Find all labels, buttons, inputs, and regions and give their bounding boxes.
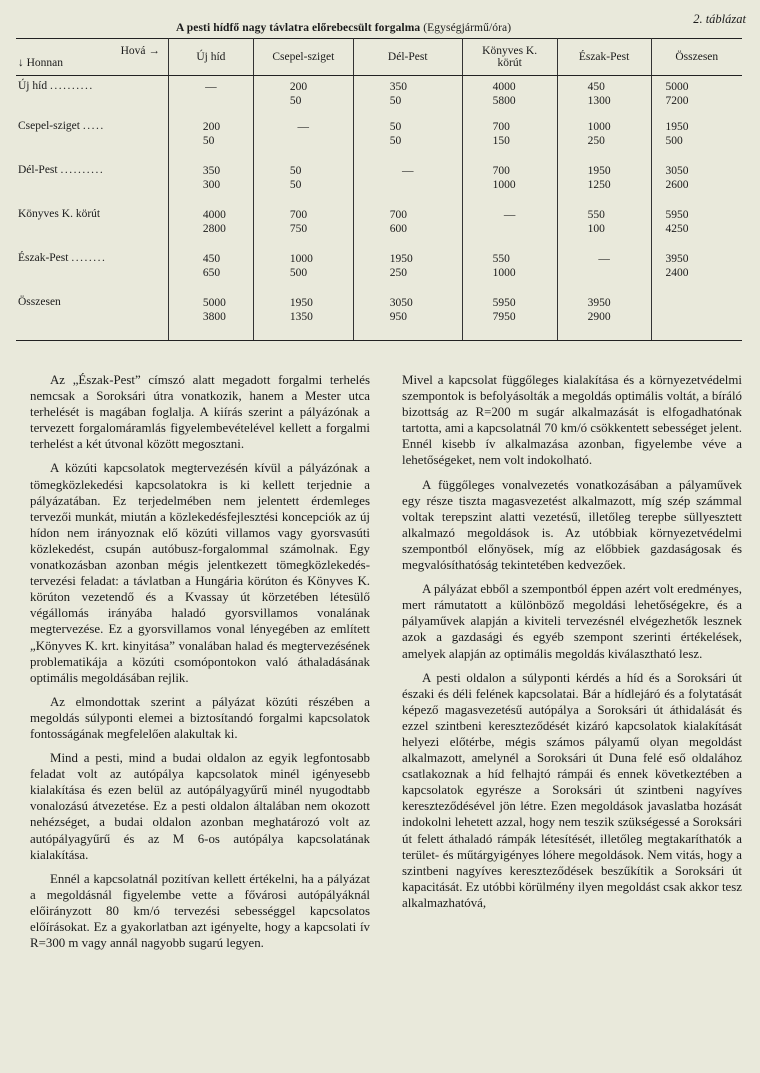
cell-value: 550	[492, 253, 510, 265]
table-cell	[353, 208, 462, 252]
cell-value: 2800	[202, 223, 226, 235]
cell-value: 1950	[665, 121, 689, 133]
table-cell	[462, 208, 557, 252]
cell-value: 350	[202, 165, 221, 177]
cell-value: 450	[202, 253, 221, 265]
cell-value: 4250	[665, 223, 689, 235]
leader-dots: .....	[82, 120, 105, 132]
row-label	[16, 120, 168, 164]
table-cell	[253, 208, 353, 252]
paragraph: A pályázat ebből a szempontból éppen azért volt eredményes, mert rámutatott a különböző megoldási lehetőségekre, és a pályaművek alapján a kiviteli tervezésnél elvégezhetők lesznek azok a gazdasági és egyéb szempont szerinti értékelések, amelyek alapján az optimális megoldás kiválasztható lesz.	[402, 582, 742, 661]
table-row	[16, 120, 742, 164]
table-cell	[651, 76, 742, 121]
column-header: Összesen	[651, 39, 742, 76]
table-cell	[168, 208, 253, 252]
cell-value: 1300	[587, 95, 611, 107]
table-cell	[557, 252, 651, 296]
leader-dots: ..........	[49, 80, 94, 92]
column-header: Észak-Pest	[557, 39, 651, 76]
row-label	[16, 76, 168, 121]
cell-value: 1950	[389, 253, 413, 265]
cell-value: 700	[492, 121, 510, 133]
cell-value: 100	[587, 223, 605, 235]
table-cell	[168, 252, 253, 296]
column-header: Új híd	[168, 39, 253, 76]
paragraph: Ennél a kapcsolatnál pozitívan kellett értékelni, ha a pályázat a megoldásnál figyelembe vette a fővárosi autópályáknál előirányzott 80 km/ó tervezési sebességgel kapcsolatos előírásokat. Ez a gyakorlatban azt igényelte, hogy a kapcsolati ív R=300 m vagy annál nagyobb sugarú legyen.	[30, 871, 370, 951]
table-cell	[651, 164, 742, 208]
cell-value: —	[297, 121, 310, 133]
table-cell	[462, 296, 557, 341]
paragraph: Mind a pesti, mind a budai oldalon az egyik legfontosabb feladat volt az autópálya kapcsolatok minél igényesebb kialakítása és ezen belül az autópályagyűrű minél nyugodtabb vonalozású átvezetése. Ez a pesti oldalon általában nem okozott nehézséget, a budai oldalon azonban meghatározó volt az autópályagyűrű és az M 6-os autópálya kapcsolatának kialakítása.	[30, 751, 370, 862]
row-label-text: Összesen	[18, 296, 61, 308]
table-row	[16, 296, 742, 341]
row-label-text: Új híd	[18, 80, 48, 92]
cell-value: 2600	[665, 179, 689, 191]
cell-value: 700	[389, 209, 408, 221]
cell-value: 3950	[665, 253, 689, 265]
cell-value: —	[598, 253, 610, 265]
cell-value: —	[401, 165, 414, 177]
table-cell	[253, 296, 353, 341]
cell-value: 3050	[665, 165, 689, 177]
text-column-left	[30, 372, 370, 959]
row-label-text: Könyves K. körút	[18, 208, 101, 220]
cell-value: 1000	[289, 253, 313, 265]
table-corner-header	[16, 39, 168, 76]
table-cell	[557, 208, 651, 252]
table-cell	[253, 164, 353, 208]
table-cell	[462, 76, 557, 121]
paragraph: Az elmondottak szerint a pályázat közúti részében a megoldás súlyponti elemei a biztosítandó forgalmi kapcsolatok fontosságának megfelelően alakultak ki.	[30, 694, 370, 741]
cell-value: 7200	[665, 95, 689, 107]
cell-value: 50	[289, 179, 302, 191]
cell-value: 750	[289, 223, 308, 235]
table-cell	[253, 76, 353, 121]
table-cell	[353, 76, 462, 121]
cell-value: 1950	[289, 297, 313, 309]
table-row	[16, 252, 742, 296]
cell-value: 50	[202, 135, 215, 147]
cell-value: —	[503, 209, 516, 221]
cell-value: 250	[389, 267, 408, 279]
table-cell	[462, 164, 557, 208]
corner-from-label: ↓ Honnan	[18, 57, 64, 69]
table-row	[16, 76, 742, 121]
row-label	[16, 252, 168, 296]
cell-value: 5000	[665, 81, 689, 93]
table-cell	[651, 208, 742, 252]
row-label-text: Csepel-sziget	[18, 120, 80, 132]
table-cell	[353, 120, 462, 164]
table-title	[176, 22, 511, 34]
cell-value: 5950	[665, 209, 689, 221]
table-cell	[557, 76, 651, 121]
cell-value: —	[205, 81, 217, 93]
table-row	[16, 208, 742, 252]
table-cell	[253, 252, 353, 296]
cell-value: 700	[492, 165, 510, 177]
cell-value: 4000	[202, 209, 226, 221]
paragraph: Az „Észak-Pest” címszó alatt megadott forgalmi terhelés nemcsak a Soroksári útra vonatkozik, hanem a Mester utca terhelését is magában foglalja. A kiírás szerint a pályázónak a tervezett forgalomáramlás figyelembevételével kellett a forgalmi terhelést a két útvonal között megosztani.	[30, 373, 370, 452]
table-header	[0, 4, 760, 36]
table-cell	[651, 120, 742, 164]
cell-value: 1000	[587, 121, 611, 133]
cell-value: 650	[202, 267, 221, 279]
leader-dots: ..........	[60, 164, 105, 176]
row-label-text: Észak-Pest	[18, 252, 69, 264]
table-cell	[353, 296, 462, 341]
traffic-table	[16, 38, 742, 341]
cell-value: 5000	[202, 297, 226, 309]
column-header	[462, 39, 557, 76]
cell-value: 50	[289, 165, 302, 177]
cell-value: 5950	[492, 297, 516, 309]
corner-to-label: Hová →	[120, 45, 160, 57]
cell-value: 50	[389, 135, 402, 147]
table-cell	[557, 296, 651, 341]
cell-value: 5800	[492, 95, 516, 107]
table-cell	[462, 120, 557, 164]
cell-value: 4000	[492, 81, 516, 93]
cell-value: 950	[389, 311, 408, 323]
column-header-text: Könyves K. körút	[482, 45, 538, 69]
column-header: Dél-Pest	[353, 39, 462, 76]
table-cell	[651, 296, 742, 341]
table-title-text: A pesti hídfő nagy távlatra előrebecsült forgalma	[176, 22, 421, 34]
cell-value: 200	[289, 81, 308, 93]
cell-value: 350	[389, 81, 408, 93]
paragraph: A pesti oldalon a súlyponti kérdés a híd és a Soroksári út északi és déli felének kapcsolatai. Bár a hídlejáró és a folytatását képező magasvezetésű autópálya a Soroksári út áthidalását és ezzel szintbeni kereszteződését kizáró kapcsolatok kialakítását helyezi előtérbe, mégis számos pályamű olyan megoldást alkalmazott, amelynél a Soroksári út Duna felé eső oldalához csatlakoznak a híd felhajtó rámpái és ennek következtében a kapcsolatok egyrésze a Soroksári út szintbeni nagyíves kereszteződésével jön létre. Ezen megoldások javaslatba hozását indokolni lehetett azzal, hogy nem teszik szükségessé a Soroksári út felett áthaladó rámpák létesítését, illetőleg megtakaríthatók a terület- és műtárgyigényes lóhere megoldások. Nem vitás, hogy a szintbeni nagyíves kereszteződések beszűkítik a Soroksári út kapacitását. Ez utóbbi körülmény ilyen megoldást csak akkor tesz alkalmazhatóvá,	[402, 670, 742, 910]
cell-value: 1250	[587, 179, 611, 191]
table-header-row	[16, 39, 742, 76]
table-cell	[557, 164, 651, 208]
table-cell	[353, 252, 462, 296]
cell-value: 50	[389, 121, 402, 133]
table-cell	[462, 252, 557, 296]
cell-value: 3800	[202, 311, 226, 323]
text-column-right	[402, 372, 742, 919]
cell-value: 200	[202, 121, 221, 133]
paragraph: A függőleges vonalvezetés vonatkozásában a pályaművek egy része tiszta magasvezetést alkalmazott, míg szép számmal voltak terepszint alatti vezetésű, illetőleg terepbe süllyesztett alkalmazó megoldások is. Az utóbbiak környezetvédelmi szempontból előnyösek, míg az előbbiek gazdaságosak és megvalósíthatóság tekintetében kedvezőek.	[402, 477, 742, 573]
cell-value: 500	[665, 135, 683, 147]
cell-value: 50	[289, 95, 302, 107]
leader-dots: ........	[71, 252, 107, 264]
table-row	[16, 164, 742, 208]
cell-value: 250	[587, 135, 605, 147]
row-label-text: Dél-Pest	[18, 164, 58, 176]
cell-value: 550	[587, 209, 605, 221]
table-cell	[168, 120, 253, 164]
cell-value: 1350	[289, 311, 313, 323]
column-header: Csepel-sziget	[253, 39, 353, 76]
table-cell	[253, 120, 353, 164]
row-label	[16, 164, 168, 208]
paragraph: Mivel a kapcsolat függőleges kialakítása és a környezetvédelmi szempontok is befolyásolták a megoldás optimális voltát, a bíráló bizottság az R=200 m sugár alkalmazását is elfogadhatónak tartotta, ami a kapcsolatnál 70 km/ó csökkentett sebességet jelent. Ennél kisebb ív alkalmazása azonban, figyelembe véve a lehetőségeket, nem volt indokolható.	[402, 373, 742, 468]
cell-value: 300	[202, 179, 221, 191]
cell-value: 1950	[587, 165, 611, 177]
cell-value: 450	[587, 81, 605, 93]
table-number: 2. táblázat	[693, 12, 746, 26]
cell-value: 7950	[492, 311, 516, 323]
row-label	[16, 208, 168, 252]
cell-value: 1000	[492, 267, 516, 279]
table-unit: (Egységjármű/óra)	[423, 22, 512, 34]
table-cell	[651, 252, 742, 296]
cell-value: 700	[289, 209, 308, 221]
cell-value: 500	[289, 267, 308, 279]
table-cell	[168, 76, 253, 121]
row-label	[16, 296, 168, 341]
cell-value: 3050	[389, 297, 413, 309]
cell-value: 2400	[665, 267, 689, 279]
cell-value: 150	[492, 135, 510, 147]
cell-value: 2900	[587, 311, 611, 323]
paragraph: A közúti kapcsolatok megtervezésén kívül a pályázónak a tömegközlekedési kapcsolatokra is ki kellett terjednie a pályázatában. Ez terjedelmében nem jelentett érdemleges tervezői munkát, miután a közlekedésfejlesztési koncepciók az új hídon nem irányoznak elő közúti villamos vagy gyorsvasúti közlekedést, csupán autóbusz-forgalommal számolnak. Egy vonatkozásban azonban mégis jelentkezett tömegközlekedés-tervezési feladat: a távlatban a Hungária körúton és Könyves K. körúton vezetendő és a Kvassay út körzetében létesülő végállomás irányába haladó gyorsvillamos vonalának megtervezése. Ez a gyorsvillamos vonal lényegében az említett „Könyves K. krt. kinyitása” vonalában halad és megtervezésének problematikája a közúti csomópontokon való áthaladásának optimális megoldásában rejlik.	[30, 461, 370, 685]
cell-value: 3950	[587, 297, 611, 309]
table-cell	[557, 120, 651, 164]
cell-value: 600	[389, 223, 408, 235]
table-cell	[353, 164, 462, 208]
cell-value: 50	[389, 95, 402, 107]
cell-value: 1000	[492, 179, 516, 191]
table-cell	[168, 164, 253, 208]
table-cell	[168, 296, 253, 341]
